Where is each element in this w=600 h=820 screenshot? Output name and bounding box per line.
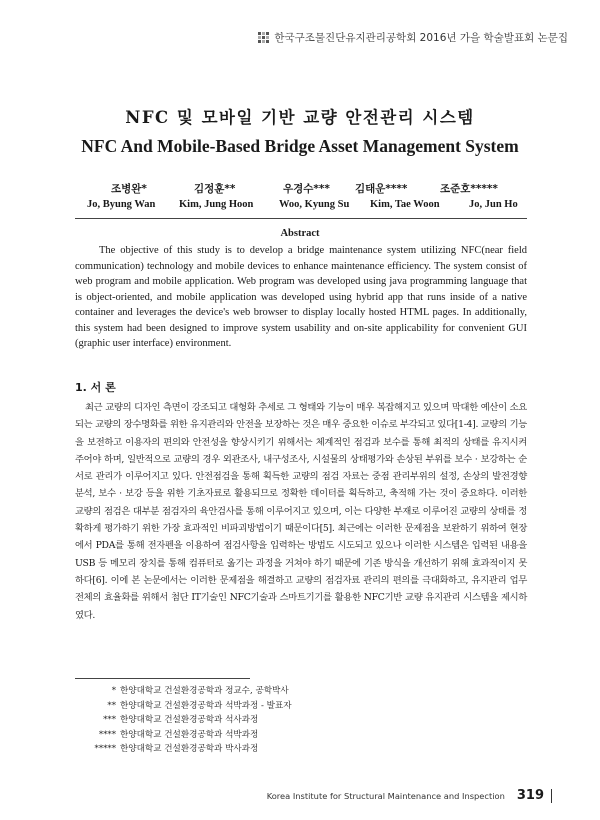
author-korean-5: 조준호*****	[440, 183, 498, 195]
title-divider	[75, 218, 527, 219]
page-footer	[267, 789, 552, 803]
author-affiliations	[80, 684, 292, 757]
abstract-heading: Abstract	[280, 228, 320, 239]
footnote-item	[80, 713, 292, 728]
author-english-1: Jo, Byung Wan	[87, 199, 156, 210]
footnote-mark: ***	[103, 715, 116, 725]
author-english-3: Woo, Kyung Su	[279, 199, 350, 210]
running-header	[258, 30, 568, 45]
author-english-4: Kim, Tae Woon	[370, 199, 440, 210]
footnote-text: 한양대학교 건설환경공학과 석박과정 - 발표자	[120, 700, 292, 711]
footnote-mark: **	[107, 700, 116, 711]
page-number: 319	[517, 789, 552, 803]
footnote-item	[80, 742, 292, 757]
footnote-text: 한양대학교 건설환경공학과 정교수, 공학박사	[120, 686, 289, 696]
author-korean-2: 김정훈**	[194, 183, 236, 195]
author-english-5: Jo, Jun Ho	[469, 199, 518, 210]
footnote-mark: *	[111, 686, 116, 696]
footnote-item	[80, 699, 292, 714]
footnote-mark: ****	[98, 729, 116, 740]
author-korean-4: 김태운****	[355, 183, 408, 195]
footnote-text: 한양대학교 건설환경공학과 석박과정	[120, 729, 259, 740]
author-english-2: Kim, Jung Hoon	[179, 199, 254, 210]
abstract-text: The objective of this study is to develop a bridge maintenance system utilizing NFC(near field communication) technology and mobile devices to enhance maintenance efficiency. The system consist of web program and mobile application. Web program was developed using java programming language that is object-oriented, and mobile application was developed using hybrid app that runs inside of a native container and leverages the device's web browser to display locally hosted HTML pages. In additionally, this system had been designed to improve system usability and on-site applicability for convenient GUI (graphic user interface) environment.	[75, 245, 527, 349]
footer-organization: Korea Institute for Structural Maintenance and Inspection	[266, 791, 505, 801]
dot-grid-icon	[258, 32, 269, 43]
author-korean-3: 우경수***	[283, 183, 330, 195]
introduction-body: 최근 교량의 디자인 측면이 강조되고 대형화 추세로 그 형태와 기능이 매우 복잡해지고 있으며 막대한 예산이 소요되는 교량의 장수명화를 위한 유지관리와 안전을 보장하는 것은 매우 중요한 이슈로 부각되고 있다[1-4]. 교량의 기능을 보전하고 이용자의 편의와 안전성을 향상시키기 위해서는 체계적인 점검과 보수를 통해 최적의 상태를 유지시켜 주어야 하며, 일반적으로 교량의 경우 외관조사, 내구성조사, 시설물의 상태평가와 손상된 부위를 보수 · 보강하는 순서로 관리가 이루어지고 있다. 안전점검을 통해 획득한 교량의 점검 자료는 중점 관리부위의 설정, 손상의 발전경향 분석, 보수 · 보강 등을 위한 기초자료로 활용되므로 정확한 데이터를 획득하고, 축적해 가는 것이 중요하다. 이러한 교량의 점검은 대부분 점검자의 육안검사를 통해 이루어지고 있으며, 이는 다양한 부재로 이루어진 교량의 상태를 정확하게 평가하기 위한 가장 효과적인 비파괴방법이기 때문이다[5]. 최근에는 이러한 문제점을 보완하기 위하여 현장에서 PDA를 통해 전자펜을 이용하여 점검사항을 입력하는 방법도 시도되고 있으나 이러한 시스템은 입력된 내용을 USB 등 메모리 장치를 통해 컴퓨터로 옮기는 과정을 거쳐야 하기 때문에 기존 방식을 개선하기 위해 효과적이지 못하다[6]. 이에 본 논문에서는 이러한 문제점을 해결하고 교량의 점검자료 관리의 편의를 극대화하고, 유지관리 업무 전체의 효율화를 위해서 첨단 IT기술인 NFC기술과 스마트기기를 활용한 NFC기반 교량 유지관리 시스템을 제시하였다.	[75, 402, 528, 621]
footnote-text: 한양대학교 건설환경공학과 석사과정	[120, 715, 259, 725]
paper-title-korean: NFC 및 모바일 기반 교량 안전관리 시스템	[125, 108, 475, 127]
section-heading-introduction: 1. 서 론	[75, 381, 116, 394]
footnote-text: 한양대학교 건설환경공학과 박사과정	[120, 744, 259, 754]
footnote-item	[80, 728, 292, 743]
footnote-item	[80, 684, 292, 699]
paper-title-english: NFC And Mobile-Based Bridge Asset Management System	[81, 136, 519, 156]
running-title: 한국구조물진단유지관리공학회 2016년 가을 학술발표회 논문집	[274, 32, 568, 44]
author-korean-1: 조병완*	[111, 183, 147, 195]
footnote-divider	[75, 678, 250, 679]
footnote-mark: *****	[94, 744, 116, 754]
